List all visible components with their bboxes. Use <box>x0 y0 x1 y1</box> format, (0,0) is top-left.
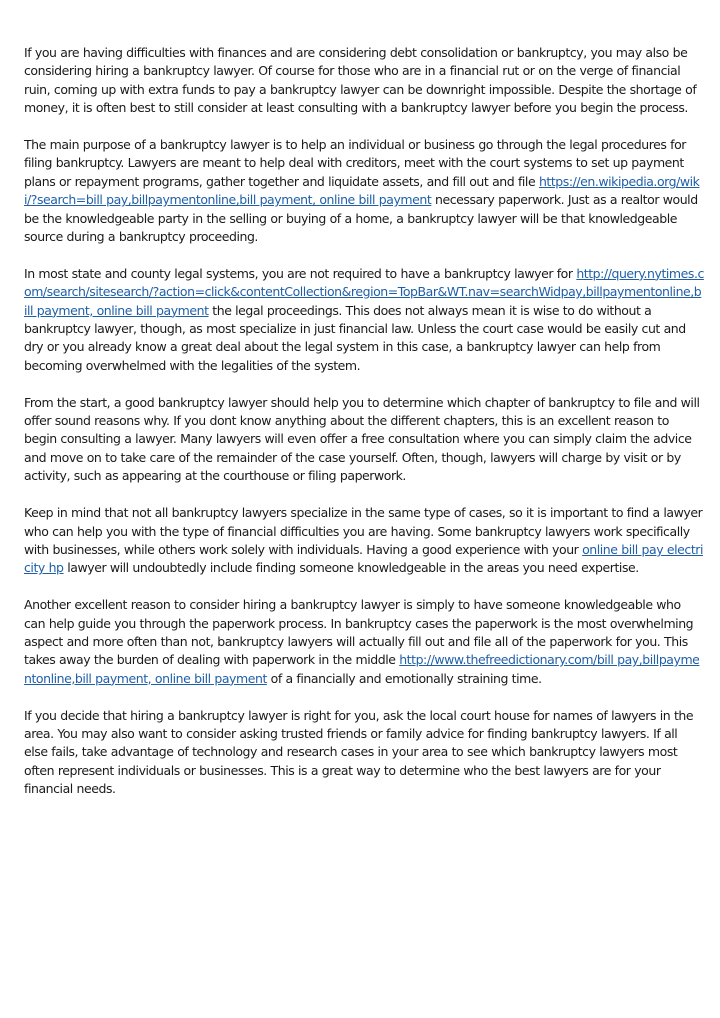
paragraph-text: In most state and county legal systems, you are not required to have a bankruptcy lawyer for <box>24 265 577 281</box>
paragraph-text: The main purpose of a bankruptcy lawyer is to help an individual or business go through the legal procedures for filing bankruptcy. Lawyers are meant to help deal with creditors, meet with the court systems to set up payment plans or repayment programs, gather together and liquidate assets, and fill out and file <box>24 137 687 189</box>
paragraph-legal-systems <box>24 265 704 375</box>
paragraph-conclusion <box>24 707 704 799</box>
paragraph-intro <box>24 44 704 118</box>
nytimes-link[interactable]: http://query.nytimes.com/search/sitesearch/?action=click&contentCollection&region=TopBar&WT.nav=searchWidpay,billpaymentonline,bill payment, online bill payment <box>24 265 704 318</box>
paragraph-text: lawyer will undoubtedly include finding someone knowledgeable in the areas you need expertise. <box>63 560 639 576</box>
paragraph-text: If you decide that hiring a bankruptcy lawyer is right for you, ask the local court house for names of lawyers in the area. You may also want to consider asking trusted friends or family advice for finding bankruptcy lawyers. If all else fails, take advantage of technology and research cases in your area to see which bankruptcy lawyers most often represent individuals or businesses. This is a great way to determine who the best lawyers are for your financial needs. <box>24 707 694 797</box>
paragraph-paperwork <box>24 596 704 688</box>
paragraph-text: of a financially and emotionally straining time. <box>266 670 542 686</box>
paragraph-text: If you are having difficulties with finances and are considering debt consolidation or bankruptcy, you may also be considering hiring a bankruptcy lawyer. Of course for those who are in a financial rut or on the verge of financial ruin, coming up with extra funds to pay a bankruptcy lawyer can be downright impossible. Despite the shortage of money, it is often best to still consider at least consulting with a bankruptcy lawyer before you begin the process. <box>24 45 697 116</box>
online-bill-pay-link[interactable]: online bill pay electricity hp <box>24 541 703 576</box>
paragraph-text: From the start, a good bankruptcy lawyer should help you to determine which chapter of bankruptcy to file and will offer sound reasons why. If you dont know anything about the different chapters, this is an excellent reason to begin consulting a lawyer. Many lawyers will even offer a free consultation where you can simply claim the advice and move on to take care of the remainder of the case yourself. Often, though, lawyers will charge by visit or by activity, such as appearing at the courthouse or filing paperwork. <box>24 394 700 484</box>
document-body <box>24 44 704 817</box>
paragraph-text: the legal proceedings. This does not always mean it is wise to do without a bankruptcy lawyer, though, as most specialize in just financial law. Unless the court case would be easily cut and dry or you already know a great deal about the legal system in this case, a bankruptcy lawyer can help from becoming overwhelmed with the legalities of the system. <box>24 302 686 373</box>
wikipedia-link[interactable]: https://en.wikipedia.org/wiki/?search=bill pay,billpaymentonline,bill payment, online bill payment <box>24 173 700 208</box>
paragraph-text: Keep in mind that not all bankruptcy lawyers specialize in the same type of cases, so it is important to find a lawyer who can help you with the type of financial difficulties you are having. Some bankruptcy lawyers work specifically with businesses, while others work solely with individuals. Having a good experience with your <box>24 505 703 557</box>
paragraph-text: Another excellent reason to consider hiring a bankruptcy lawyer is simply to have someone knowledgeable who can help guide you through the paperwork process. In bankruptcy cases the paperwork is the most overwhelming aspect and more often than not, bankruptcy lawyers will actually fill out and file all of the paperwork for you. This takes away the burden of dealing with paperwork in the middle <box>24 597 694 668</box>
paragraph-chapter <box>24 394 704 486</box>
paragraph-purpose <box>24 136 704 246</box>
paragraph-specialize <box>24 504 704 578</box>
freedictionary-link[interactable]: http://www.thefreedictionary.com/bill pay,billpaymentonline,bill payment, online bill payment <box>24 652 700 686</box>
paragraph-text: necessary paperwork. Just as a realtor would be the knowledgeable party in the selling or buying of a home, a bankruptcy lawyer will be that knowledgeable source during a bankruptcy proceeding. <box>24 192 698 245</box>
